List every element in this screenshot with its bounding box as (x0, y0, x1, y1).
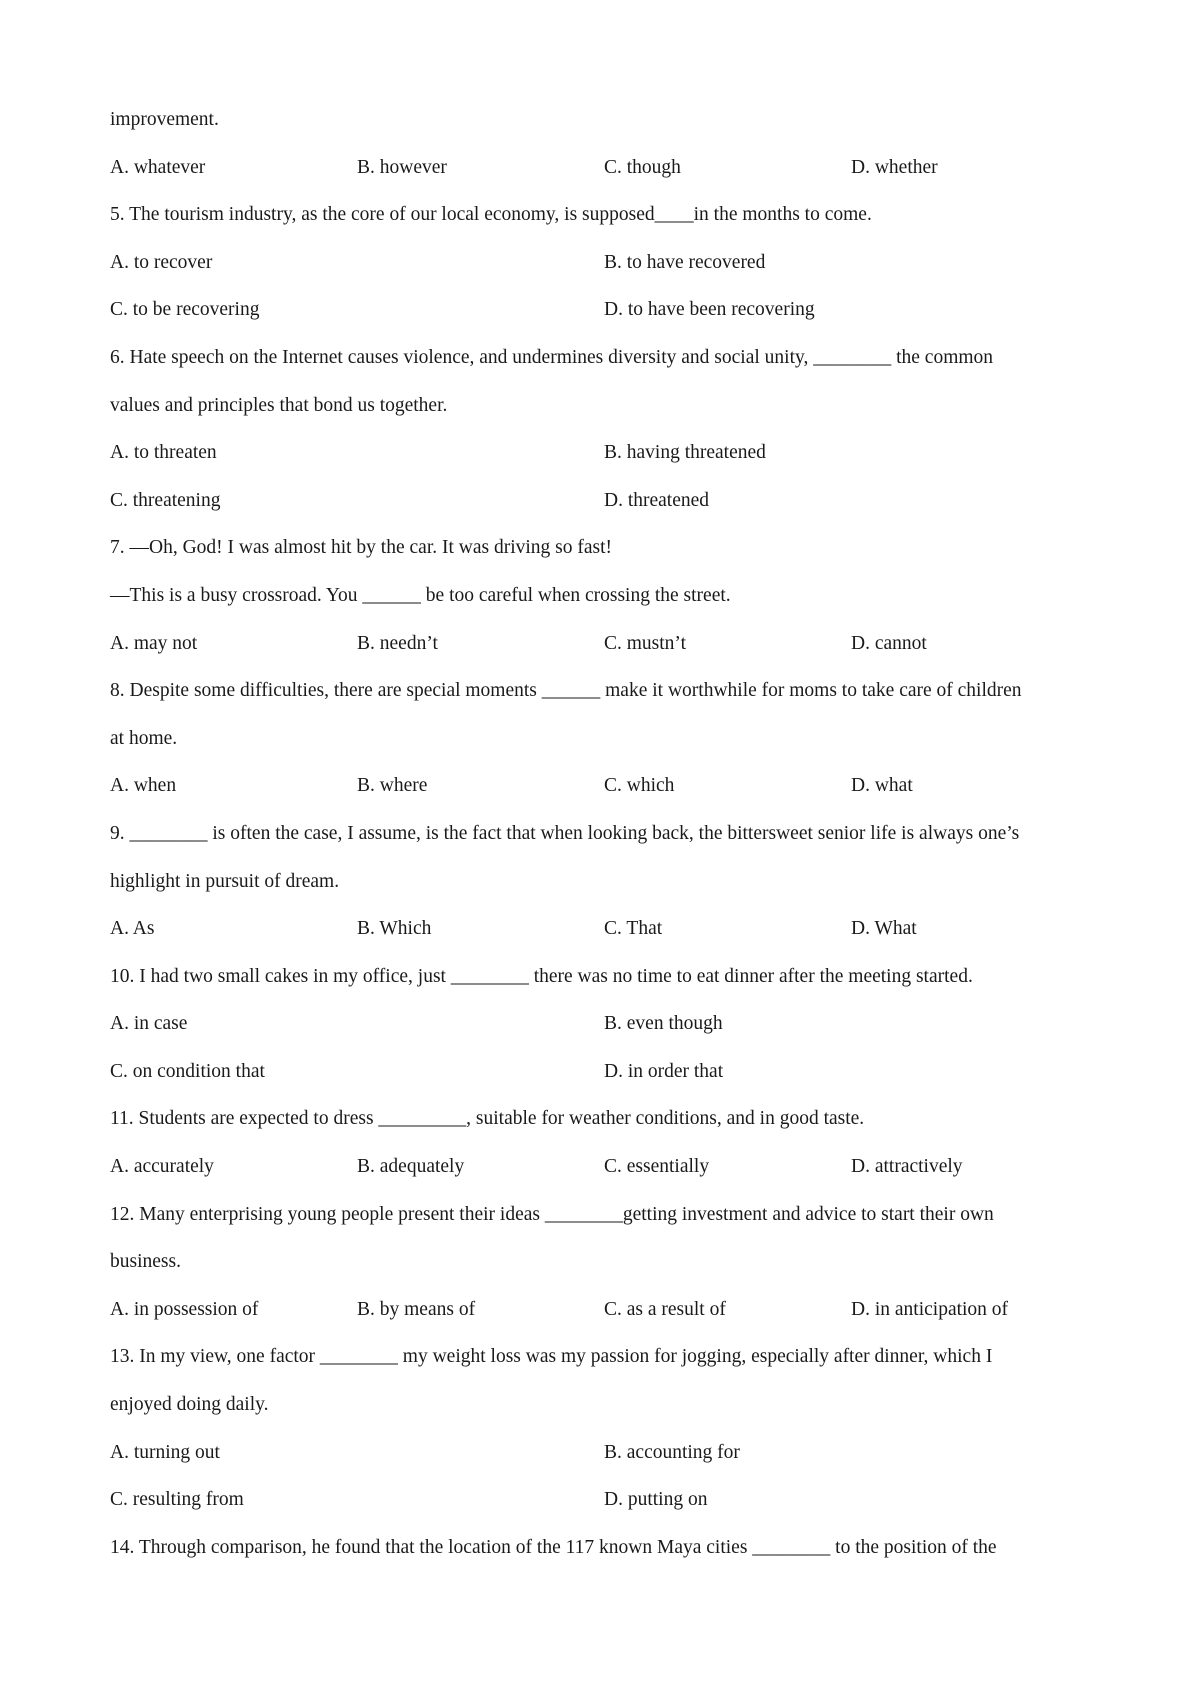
question-7-options (110, 620, 1110, 668)
option-a: A. to recover (110, 251, 213, 273)
question-11-stem: 11. Students are expected to dress _________, suitable for weather conditions, and in good taste. (110, 1108, 865, 1130)
option-a: A. may not (110, 632, 198, 654)
exam-page (110, 96, 1110, 1571)
question-14-stem: 14. Through comparison, he found that the location of the 117 known Maya cities ________ to the position of the (110, 1536, 997, 1558)
option-d: D. to have been recovering (604, 299, 815, 321)
option-b: B. to have recovered (604, 251, 766, 273)
option-b: B. by means of (357, 1298, 476, 1320)
option-a: A. to threaten (110, 442, 217, 464)
option-c: C. resulting from (110, 1489, 244, 1511)
question-11-options (110, 1143, 1110, 1191)
question-6-stem: 6. Hate speech on the Internet causes violence, and undermines diversity and social unity, ________ the common (110, 346, 994, 368)
option-a: A. when (110, 775, 177, 797)
option-b: B. Which (357, 918, 432, 940)
question-4-options (110, 144, 1110, 192)
option-b: B. accounting for (604, 1441, 740, 1463)
option-c: C. threatening (110, 489, 221, 511)
question-7-stem: 7. —Oh, God! I was almost hit by the car. It was driving so fast! (110, 537, 613, 559)
option-d: D. whether (851, 156, 938, 178)
option-d: D. in order that (604, 1060, 724, 1082)
option-c: C. That (604, 918, 663, 940)
question-10-options-row-1 (110, 1000, 1110, 1048)
question-7-stem-cont: —This is a busy crossroad. You ______ be too careful when crossing the street. (110, 584, 731, 606)
question-12-stem: 12. Many enterprising young people present their ideas ________getting investment and advice to start their own (110, 1203, 994, 1225)
option-d: D. putting on (604, 1489, 708, 1511)
option-d: D. in anticipation of (851, 1298, 1009, 1320)
question-6-options-row-1 (110, 429, 1110, 477)
option-b: B. needn’t (357, 632, 438, 654)
option-b: B. however (357, 156, 447, 178)
question-8-stem: 8. Despite some difficulties, there are special moments ______ make it worthwhile for moms to take care of children (110, 680, 1022, 702)
option-d: D. attractively (851, 1156, 963, 1178)
option-c: C. on condition that (110, 1060, 265, 1082)
question-9-options (110, 905, 1110, 953)
question-13-options-row-2 (110, 1476, 1110, 1524)
option-d: D. cannot (851, 632, 927, 654)
question-12-options (110, 1286, 1110, 1334)
question-5-options-row-1 (110, 239, 1110, 287)
option-c: C. as a result of (604, 1298, 726, 1320)
question-5-stem: 5. The tourism industry, as the core of our local economy, is supposed____in the months to come. (110, 204, 872, 226)
option-c: C. to be recovering (110, 299, 260, 321)
question-6-options-row-2 (110, 477, 1110, 525)
option-b: B. where (357, 775, 428, 797)
question-8-options (110, 762, 1110, 810)
option-b: B. having threatened (604, 442, 766, 464)
question-6-stem-cont: values and principles that bond us together. (110, 394, 448, 416)
option-d: D. What (851, 918, 917, 940)
option-d: D. threatened (604, 489, 710, 511)
option-c: C. mustn’t (604, 632, 686, 654)
option-b: B. even though (604, 1013, 723, 1035)
option-a: A. whatever (110, 156, 206, 178)
option-a: A. turning out (110, 1441, 220, 1463)
question-10-options-row-2 (110, 1048, 1110, 1096)
option-a: A. in possession of (110, 1298, 259, 1320)
option-c: C. though (604, 156, 681, 178)
option-d: D. what (851, 775, 913, 797)
question-5-options-row-2 (110, 286, 1110, 334)
option-a: A. accurately (110, 1156, 214, 1178)
option-a: A. in case (110, 1013, 188, 1035)
option-c: C. which (604, 775, 675, 797)
question-10-stem: 10. I had two small cakes in my office, just ________ there was no time to eat dinner after the meeting started. (110, 965, 973, 987)
question-13-stem-cont: enjoyed doing daily. (110, 1394, 269, 1416)
option-b: B. adequately (357, 1156, 465, 1178)
question-9-stem: 9. ________ is often the case, I assume, is the fact that when looking back, the bittersweet senior life is always one’s (110, 822, 1020, 844)
question-9-stem-cont: highlight in pursuit of dream. (110, 870, 340, 892)
question-12-stem-cont: business. (110, 1251, 181, 1273)
question-13-stem: 13. In my view, one factor ________ my weight loss was my passion for jogging, especially after dinner, which I (110, 1346, 993, 1368)
question-13-options-row-1 (110, 1429, 1110, 1477)
option-c: C. essentially (604, 1156, 710, 1178)
option-a: A. As (110, 918, 155, 940)
question-8-stem-cont: at home. (110, 727, 178, 749)
question-4-tail: improvement. (110, 109, 219, 130)
